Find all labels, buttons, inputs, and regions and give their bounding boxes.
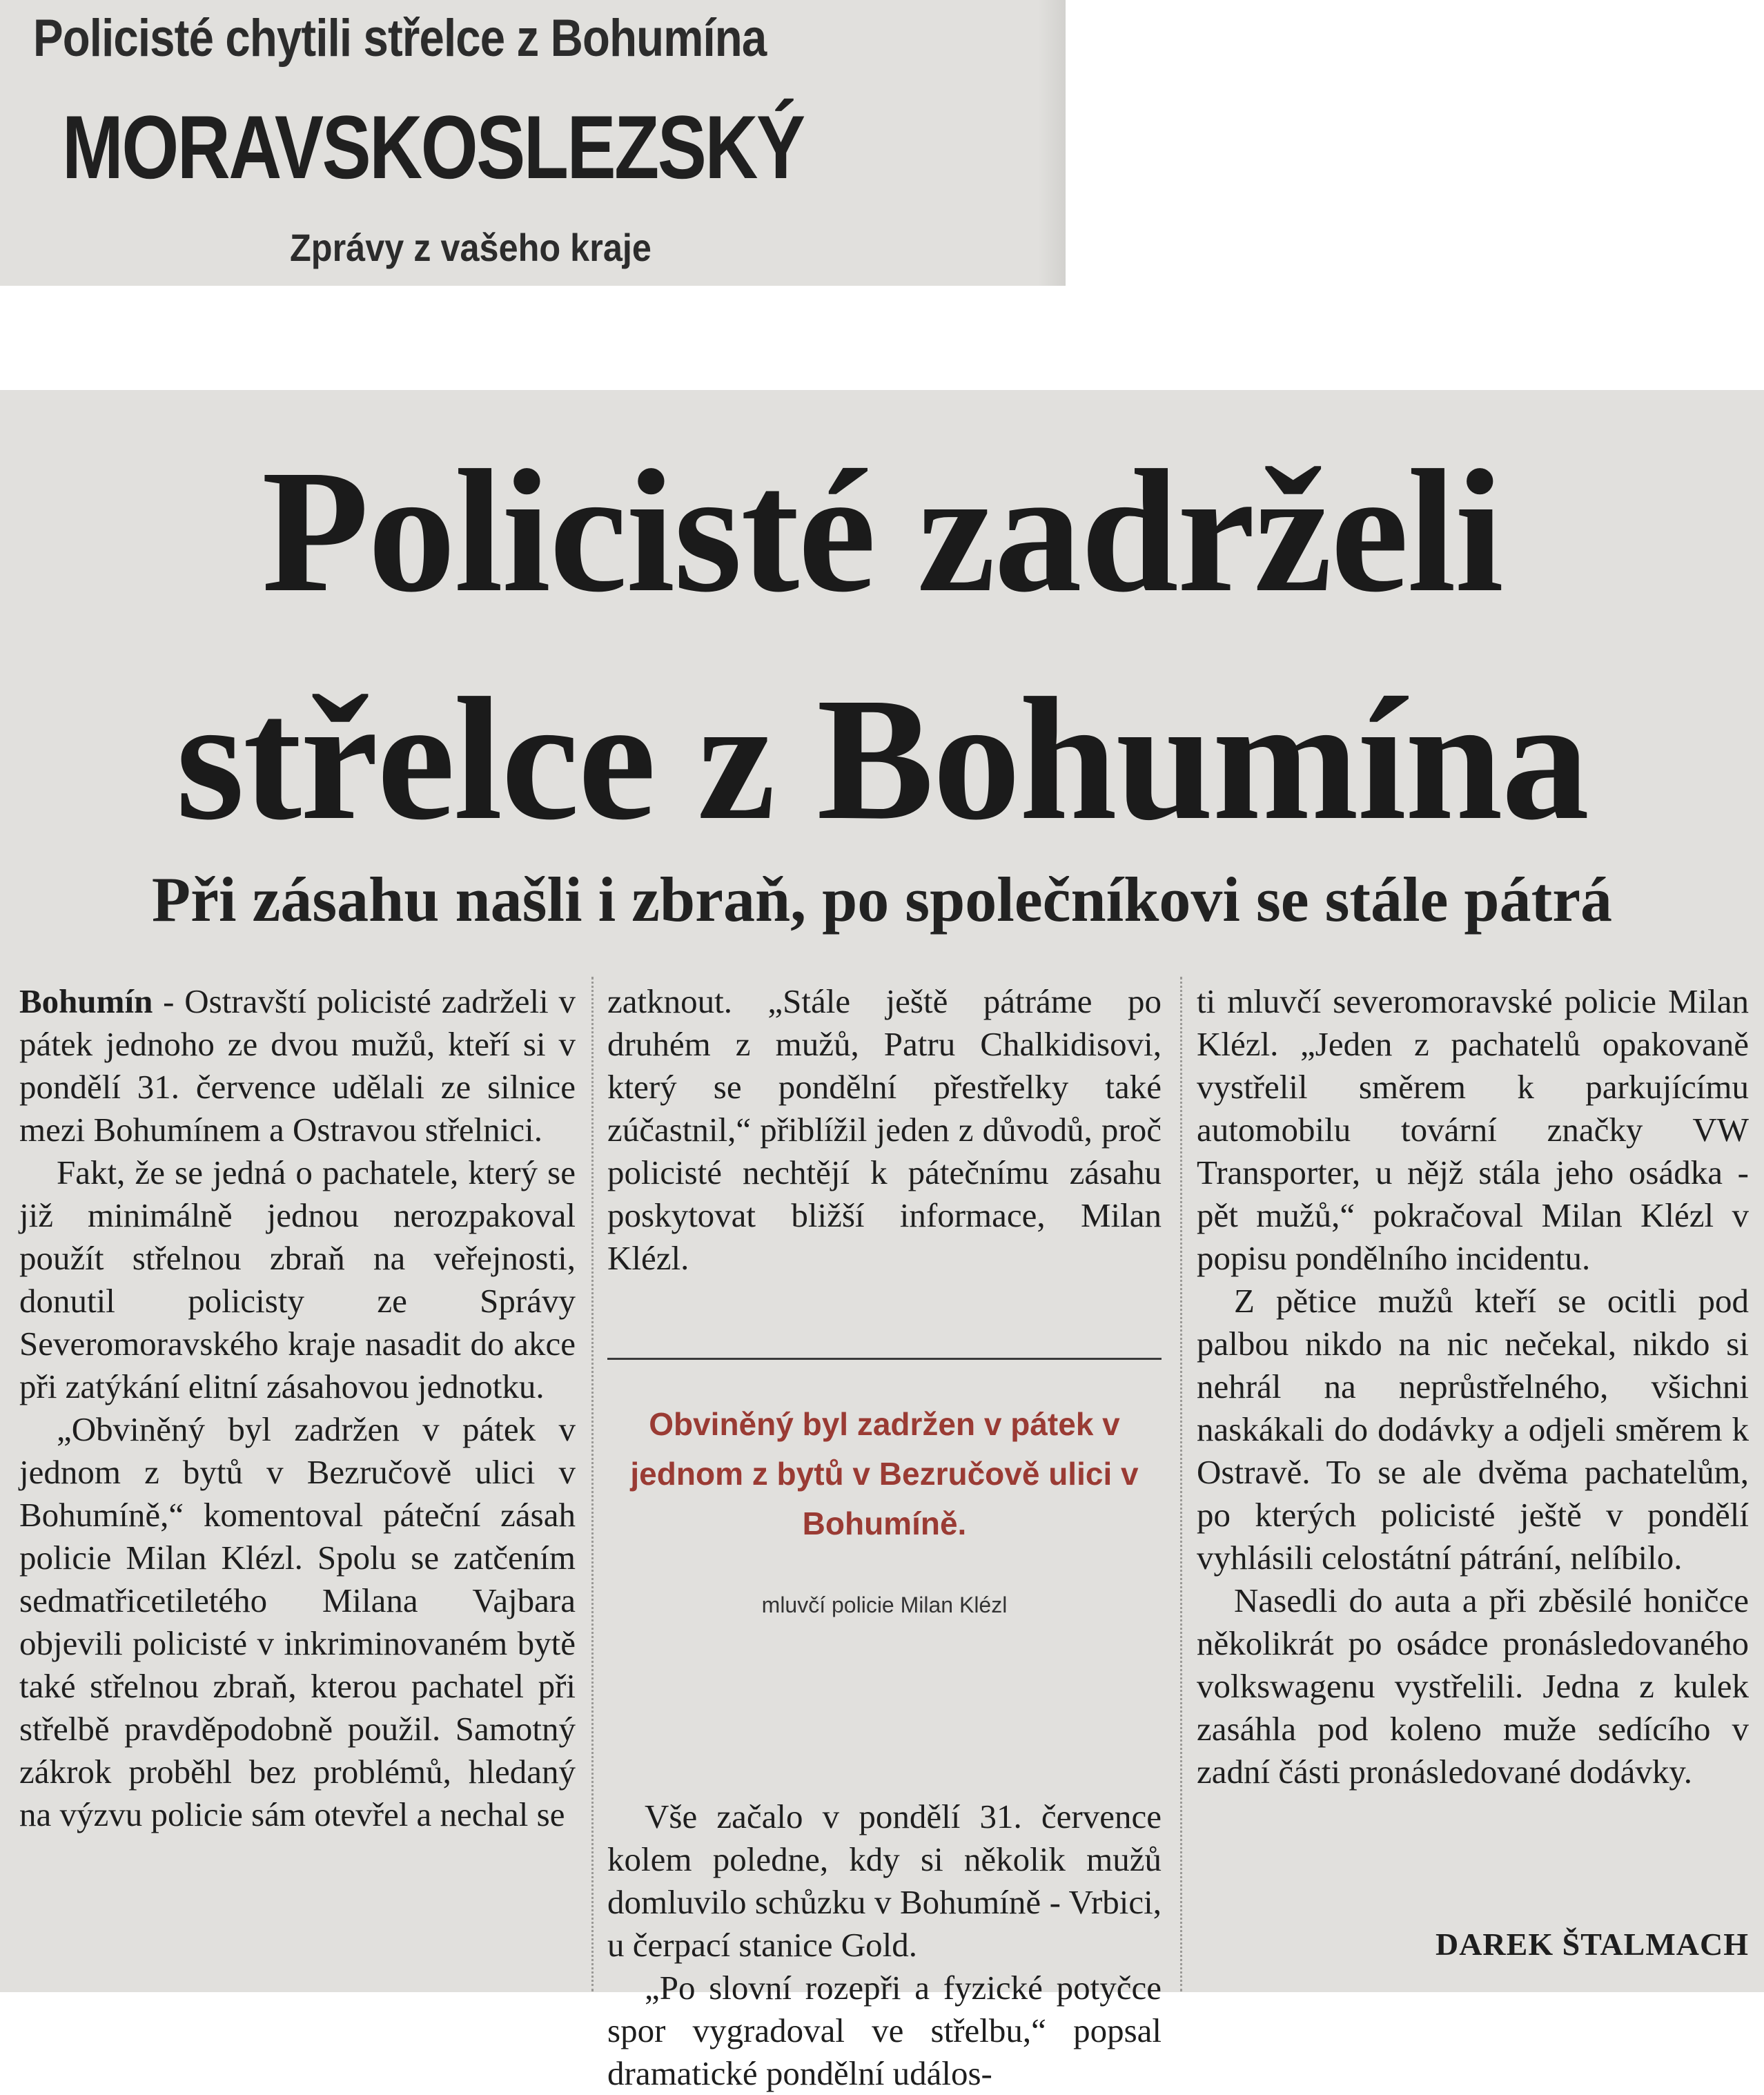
section-title: MORAVSKOSLEZSKÝ bbox=[62, 97, 804, 197]
paper-edge bbox=[1038, 0, 1066, 286]
paragraph: Z pětice mužů kteří se ocitli pod palbou nikdo na nic nečekal, nikdo si nehrál na neprůstřelného, všichni naskákali do dodávky a odjeli směrem k Ostravě. To se ale dvěma pachatelům, po kterých policisté ještě v pondělí vyhlásili celostátní pátrání, nelíbilo. bbox=[1197, 1282, 1749, 1577]
article-column-2-continued bbox=[607, 1795, 1162, 2092]
pull-quote-text: Obviněný byl zadržen v pátek v jednom z bytů v Bezručově ulici v Bohumíně. bbox=[630, 1406, 1139, 1541]
column-divider bbox=[591, 977, 594, 1991]
paragraph-text: - Ostravští policisté zadrželi v pátek jednoho ze dvou mužů, kteří si v pondělí 31. července udělali ze silnice mezi Bohumínem a Ostravou střelnici. bbox=[19, 982, 576, 1149]
paragraph: ti mluvčí severomoravské policie Milan Klézl. „Jeden z pachatelů opakovaně vystřelil směrem k parkujícímu automobilu tovární značky VW Transporter, u nějž stála jeho osádka - pět mužů,“ pokračoval Milan Klézl v popisu pondělního incidentu. bbox=[1197, 982, 1749, 1277]
pull-quote bbox=[607, 1358, 1162, 1717]
article-headline bbox=[0, 418, 1764, 873]
paragraph: Fakt, že se jedná o pachatele, který se již minimálně jednou nerozpakoval použít střelnou zbraň na veřejnosti, donutil policisty ze Správy Severomoravského kraje nasadit do akce při zatýkání elitní zásahovou jednotku. bbox=[19, 1153, 576, 1405]
dateline: Bohumín bbox=[19, 982, 153, 1020]
paragraph: Vše začalo v pondělí 31. července kolem poledne, kdy si několik mužů domluvilo schůzku v Bohumíně - Vrbici, u čerpací stanice Gold. bbox=[607, 1797, 1162, 1964]
article-column-2 bbox=[607, 980, 1162, 1312]
headline-line-2: střelce z Bohumína bbox=[175, 662, 1589, 857]
pull-quote-rule bbox=[607, 1358, 1162, 1360]
byline: DAREK ŠTALMACH bbox=[1435, 1927, 1749, 1962]
article-subheadline: Při zásahu našli i zbraň, po společníkovi se stále pátrá bbox=[151, 864, 1613, 935]
article-column-3 bbox=[1197, 980, 1749, 1926]
paragraph: Nasedli do auta a při zběsilé honičce několikrát po osádce pronásledovaného volkswagenu vystřelili. Jedna z kulek zasáhla pod koleno muže sedícího v zadní části pronásledované dodávky. bbox=[1197, 1581, 1749, 1791]
section-subtitle: Zprávy z vašeho kraje bbox=[290, 226, 651, 269]
article-clipping bbox=[0, 390, 1764, 2092]
pull-quote-source: mluvčí policie Milan Klézl bbox=[761, 1592, 1008, 1617]
header-clipping bbox=[0, 0, 1066, 286]
header-top-line: Policisté chytili střelce z Bohumína bbox=[33, 9, 767, 68]
article-column-1 bbox=[19, 980, 576, 1988]
headline-line-1: Policisté zadrželi bbox=[262, 434, 1502, 629]
paragraph: „Po slovní rozepři a fyzické potyčce spor vygradoval ve střelbu,“ popsal dramatické pondělní událos- bbox=[607, 1969, 1162, 2092]
paragraph bbox=[19, 980, 576, 1151]
column-divider bbox=[1180, 977, 1182, 1991]
paragraph: zatknout. „Stále ještě pátráme po druhém z mužů, Patru Chalkidisovi, který se pondělní přestřelky také zúčastnil,“ přiblížil jeden z důvodů, proč policisté nechtějí k pátečnímu zásahu poskytovat bližší informace, Milan Klézl. bbox=[607, 982, 1162, 1277]
paragraph: „Obviněný byl zadržen v pátek v jednom z bytů v Bezručově ulici v Bohumíně,“ komentoval páteční zásah policie Milan Klézl. Spolu se zatčením sedmatřicetiletého Milana Vajbara objevili policisté v inkriminovaném bytě také střelnou zbraň, kterou pachatel při střelbě pravděpodobně použil. Samotný zákrok proběhl bez problémů, hledaný na výzvu policie sám otevřel a nechal se bbox=[19, 1410, 576, 1833]
